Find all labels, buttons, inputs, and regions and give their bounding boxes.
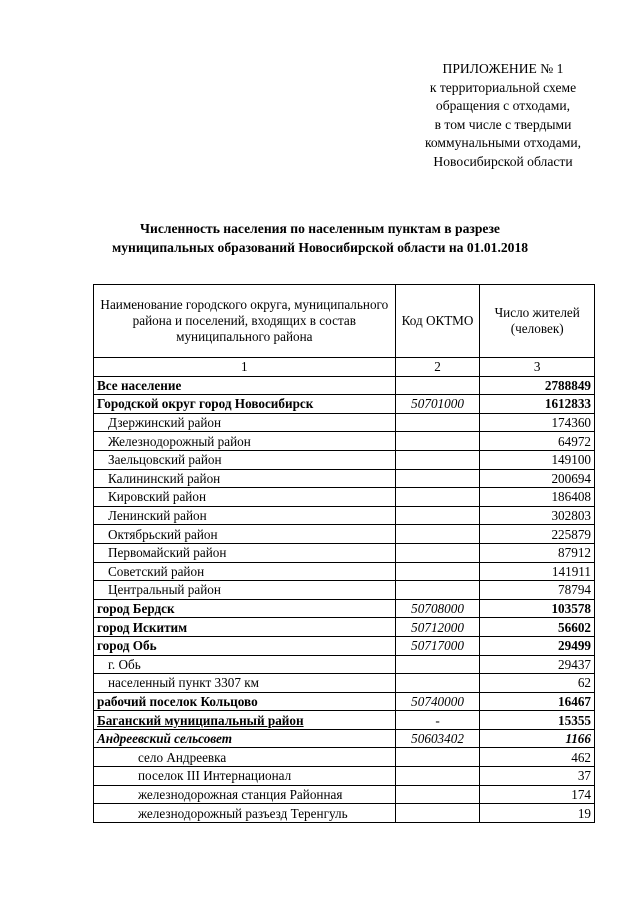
row-population: 16467 bbox=[480, 692, 595, 711]
table-row bbox=[94, 674, 595, 693]
appendix-line: ПРИЛОЖЕНИЕ № 1 bbox=[442, 61, 564, 76]
row-code bbox=[395, 450, 480, 469]
row-population: 29437 bbox=[480, 655, 595, 674]
row-code bbox=[395, 413, 480, 432]
row-name: Первомайский район bbox=[94, 543, 396, 562]
row-name: Октябрьский район bbox=[94, 525, 396, 544]
row-code bbox=[395, 767, 480, 786]
row-name: Дзержинский район bbox=[94, 413, 396, 432]
row-name: г. Обь bbox=[94, 655, 396, 674]
row-code: 50708000 bbox=[395, 599, 480, 618]
table-row bbox=[94, 767, 595, 786]
row-code bbox=[395, 655, 480, 674]
row-population: 19 bbox=[480, 804, 595, 823]
row-name: Заельцовский район bbox=[94, 450, 396, 469]
row-name: железнодорожная станция Районная bbox=[94, 785, 396, 804]
table-row bbox=[94, 581, 595, 600]
row-name: Андреевский сельсовет bbox=[94, 729, 396, 748]
table-row bbox=[94, 599, 595, 618]
row-population: 2788849 bbox=[480, 376, 595, 395]
row-code: 50603402 bbox=[395, 729, 480, 748]
row-population: 200694 bbox=[480, 469, 595, 488]
row-name: Кировский район bbox=[94, 488, 396, 507]
table-row bbox=[94, 785, 595, 804]
row-name: город Обь bbox=[94, 636, 396, 655]
row-code bbox=[395, 562, 480, 581]
appendix-note bbox=[390, 60, 616, 171]
row-code bbox=[395, 785, 480, 804]
row-population: 1166 bbox=[480, 729, 595, 748]
table-row bbox=[94, 469, 595, 488]
row-name: село Андреевка bbox=[94, 748, 396, 767]
header-population: Число жителей (человек) bbox=[480, 285, 595, 358]
title-line-2: муниципальных образований Новосибирской области на 01.01.2018 bbox=[111, 240, 529, 255]
row-code bbox=[395, 543, 480, 562]
table-row bbox=[94, 636, 595, 655]
row-code bbox=[395, 469, 480, 488]
row-name: населенный пункт 3307 км bbox=[94, 674, 396, 693]
table-row bbox=[94, 711, 595, 730]
table-row bbox=[94, 488, 595, 507]
row-name: Калининский район bbox=[94, 469, 396, 488]
table-row bbox=[94, 450, 595, 469]
header-name: Наименование городского округа, муниципального района и поселений, входящих в состав муниципального района bbox=[94, 285, 396, 358]
row-code bbox=[395, 376, 480, 395]
row-population: 149100 bbox=[480, 450, 595, 469]
table-row bbox=[94, 692, 595, 711]
row-code: 50701000 bbox=[395, 395, 480, 414]
row-code: 50717000 bbox=[395, 636, 480, 655]
row-code bbox=[395, 525, 480, 544]
row-name: Баганский муниципальный район bbox=[94, 711, 396, 730]
row-population: 141911 bbox=[480, 562, 595, 581]
row-code bbox=[395, 804, 480, 823]
row-name: Советский район bbox=[94, 562, 396, 581]
row-population: 186408 bbox=[480, 488, 595, 507]
row-name: город Бердск bbox=[94, 599, 396, 618]
table-row bbox=[94, 506, 595, 525]
table-header-row bbox=[94, 285, 595, 358]
row-population: 103578 bbox=[480, 599, 595, 618]
table-row bbox=[94, 413, 595, 432]
document-title bbox=[60, 219, 580, 257]
row-population: 302803 bbox=[480, 506, 595, 525]
title-line-1: Численность населения по населенным пунктам в разрезе bbox=[140, 221, 500, 236]
row-name: Центральный район bbox=[94, 581, 396, 600]
row-population: 37 bbox=[480, 767, 595, 786]
row-name: Железнодорожный район bbox=[94, 432, 396, 451]
row-population: 78794 bbox=[480, 581, 595, 600]
row-population: 62 bbox=[480, 674, 595, 693]
table-row bbox=[94, 655, 595, 674]
row-population: 56602 bbox=[480, 618, 595, 637]
row-population: 174 bbox=[480, 785, 595, 804]
column-number: 1 bbox=[94, 358, 396, 377]
row-name: Все население bbox=[94, 376, 396, 395]
column-number: 3 bbox=[480, 358, 595, 377]
row-code bbox=[395, 506, 480, 525]
table-row bbox=[94, 618, 595, 637]
header-code: Код ОКТМО bbox=[395, 285, 480, 358]
row-name: железнодорожный разъезд Теренгуль bbox=[94, 804, 396, 823]
appendix-line: обращения с отходами, bbox=[435, 98, 571, 113]
table-row bbox=[94, 748, 595, 767]
appendix-line: коммунальными отходами, bbox=[424, 135, 581, 150]
appendix-line: к территориальной схеме bbox=[429, 79, 577, 95]
table-row bbox=[94, 804, 595, 823]
row-code bbox=[395, 488, 480, 507]
row-name: рабочий поселок Кольцово bbox=[94, 692, 396, 711]
row-code bbox=[395, 432, 480, 451]
row-code bbox=[395, 748, 480, 767]
column-number: 2 bbox=[395, 358, 480, 377]
row-code: 50740000 bbox=[395, 692, 480, 711]
row-population: 64972 bbox=[480, 432, 595, 451]
row-code bbox=[395, 581, 480, 600]
row-population: 29499 bbox=[480, 636, 595, 655]
row-name: Городской округ город Новосибирск bbox=[94, 395, 396, 414]
table-row bbox=[94, 562, 595, 581]
table-row bbox=[94, 525, 595, 544]
table-row bbox=[94, 729, 595, 748]
table-row bbox=[94, 395, 595, 414]
row-population: 1612833 bbox=[480, 395, 595, 414]
row-population: 225879 bbox=[480, 525, 595, 544]
row-code bbox=[395, 674, 480, 693]
row-population: 174360 bbox=[480, 413, 595, 432]
row-population: 462 bbox=[480, 748, 595, 767]
column-number-row bbox=[94, 358, 595, 377]
appendix-line: Новосибирской области bbox=[433, 153, 573, 169]
row-name: Ленинский район bbox=[94, 506, 396, 525]
table-row bbox=[94, 543, 595, 562]
appendix-line: в том числе с твердыми bbox=[434, 116, 572, 132]
row-population: 87912 bbox=[480, 543, 595, 562]
row-code: 50712000 bbox=[395, 618, 480, 637]
table-row bbox=[94, 432, 595, 451]
row-name: поселок III Интернационал bbox=[94, 767, 396, 786]
table-row bbox=[94, 376, 595, 395]
row-name: город Искитим bbox=[94, 618, 396, 637]
population-table bbox=[93, 284, 595, 823]
row-population: 15355 bbox=[480, 711, 595, 730]
row-code: - bbox=[395, 711, 480, 730]
